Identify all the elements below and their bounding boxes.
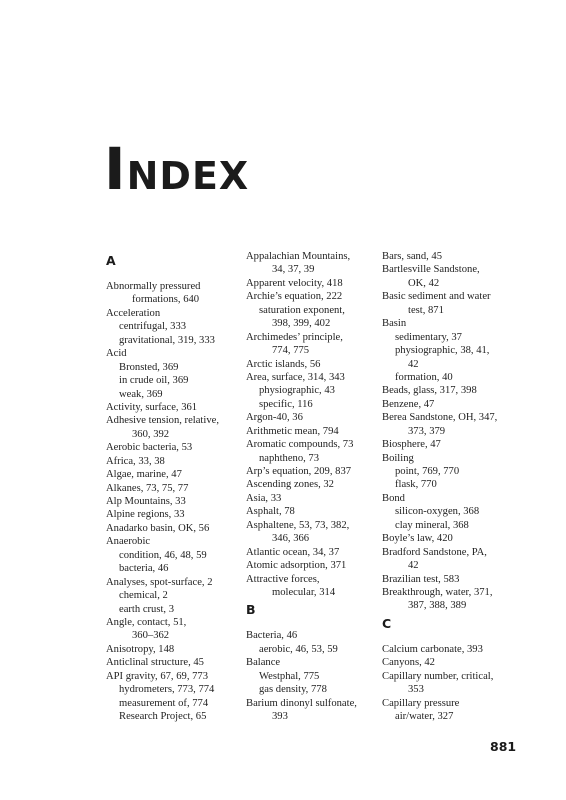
index-entry: Apparent velocity, 418: [246, 277, 343, 289]
index-entry: Africa, 33, 38: [106, 455, 165, 467]
index-continuation: 774, 775: [272, 345, 310, 357]
index-entry: Abnormally pressured: [106, 281, 201, 292]
index-entry: Calcium carbonate, 393: [382, 643, 483, 655]
index-entry: Bartlesville Sandstone,: [382, 264, 480, 276]
index-entry: Brazilian test, 583: [382, 573, 460, 585]
index-entry: Area, surface, 314, 343: [246, 371, 345, 383]
index-subentry: chemical, 2: [119, 590, 168, 602]
index-entry: Argon-40, 36: [246, 412, 303, 424]
index-entry: Asia, 33: [246, 492, 282, 504]
index-continuation: OK, 42: [408, 277, 440, 289]
index-subentry: physiographic, 38, 41,: [395, 345, 490, 357]
index-subentry: gravitational, 319, 333: [119, 334, 215, 346]
index-entry: Alkanes, 73, 75, 77: [106, 482, 189, 494]
index-entry: Biosphere, 47: [382, 439, 441, 451]
index-entry: Anisotropy, 148: [106, 643, 175, 655]
index-continuation: 393: [272, 711, 288, 722]
index-entry: Boiling: [382, 452, 414, 464]
index-entry: Archie’s equation, 222: [246, 291, 343, 303]
index-entry: Anaerobic: [106, 536, 151, 548]
section-letter: B: [246, 602, 256, 618]
index-entry: Anadarko basin, OK, 56: [106, 522, 210, 534]
index-entry: Benzene, 47: [382, 398, 435, 410]
index-entry: Arithmetic mean, 794: [246, 425, 339, 437]
index-subentry: Westphal, 775: [259, 670, 320, 682]
index-continuation: 34, 37, 39: [272, 264, 315, 276]
index-entry: Bars, sand, 45: [382, 251, 443, 262]
index-continuation: test, 871: [408, 304, 444, 316]
index-entry: Angle, contact, 51,: [106, 616, 187, 628]
index-entry: Basin: [382, 318, 407, 330]
index-entry: Analyses, spot-surface, 2: [106, 576, 213, 588]
index-continuation: formations, 640: [132, 294, 200, 306]
index-entry: Atlantic ocean, 34, 37: [246, 546, 340, 558]
index-subentry: Bronsted, 369: [119, 361, 179, 373]
index-subentry: sedimentary, 37: [395, 331, 462, 343]
index-subentry: in crude oil, 369: [119, 375, 189, 387]
index-subentry: earth crust, 3: [119, 603, 175, 615]
index-entry: Acid: [106, 348, 127, 360]
index-entry: Ascending zones, 32: [246, 479, 334, 491]
index-subentry: clay mineral, 368: [395, 519, 469, 531]
section-gap: [106, 272, 236, 280]
index-entry: Alp Mountains, 33: [106, 496, 186, 507]
index-entry: Capillary pressure: [382, 697, 460, 709]
index-entry: Bradford Sandstone, PA,: [382, 546, 487, 558]
index-entry: Bacteria, 46: [246, 630, 298, 642]
index-subentry: Research Project, 65: [119, 711, 207, 722]
index-entry: Breakthrough, water, 371,: [382, 586, 493, 598]
page-title: [104, 135, 250, 203]
index-continuation: molecular, 314: [272, 586, 336, 598]
page-number: 881: [490, 739, 517, 754]
index-entry: Attractive forces,: [246, 573, 320, 585]
index-subentry: gas density, 778: [259, 684, 327, 696]
index-subentry: bacteria, 46: [119, 563, 169, 575]
index-subentry: physiographic, 43: [259, 385, 335, 397]
index-entry: Acceleration: [106, 307, 161, 319]
section-letter: C: [382, 615, 392, 631]
index-subentry: air/water, 327: [395, 711, 454, 722]
index-continuation: 353: [408, 684, 424, 696]
title-initial: I: [104, 135, 127, 203]
index-continuation: 42: [408, 358, 419, 370]
index-entry: Algae, marine, 47: [106, 469, 182, 481]
index-entry: Basic sediment and water: [382, 291, 491, 303]
index-continuation: 346, 366: [272, 533, 310, 545]
section-letter: A: [106, 253, 116, 268]
index-entry: Arp’s equation, 209, 837: [246, 466, 352, 477]
index-entry: Activity, surface, 361: [106, 401, 198, 413]
index-entry: Asphalt, 78: [246, 506, 295, 518]
index-subentry: centrifugal, 333: [119, 321, 187, 333]
index-continuation: 360, 392: [132, 428, 170, 440]
index-entry: Beads, glass, 317, 398: [382, 385, 477, 397]
index-continuation: 387, 388, 389: [408, 600, 467, 612]
index-entry: Archimedes’ principle,: [246, 331, 343, 343]
section-gap: [246, 621, 374, 629]
index-entry: Balance: [246, 657, 281, 669]
index-subentry: specific, 116: [259, 398, 313, 410]
index-entry: Berea Sandstone, OH, 347,: [382, 412, 498, 424]
index-continuation: 398, 399, 402: [272, 318, 331, 330]
index-subentry: hydrometers, 773, 774: [119, 684, 215, 696]
index-entry: Boyle’s law, 420: [382, 533, 453, 545]
index-continuation: 373, 379: [408, 425, 446, 437]
index-subentry: aerobic, 46, 53, 59: [259, 643, 338, 655]
index-entry: Asphaltene, 53, 73, 382,: [246, 519, 350, 531]
index-column-3: [382, 250, 507, 723]
section-gap: [382, 635, 507, 643]
index-entry: Arctic islands, 56: [246, 358, 321, 370]
index-entry: Aromatic compounds, 73: [246, 439, 354, 451]
index-subentry: saturation exponent,: [259, 304, 345, 316]
index-subentry: weak, 369: [119, 388, 163, 400]
index-entry: Alpine regions, 33: [106, 509, 185, 521]
index-continuation: 360–362: [132, 630, 170, 642]
index-entry: Barium dinonyl sulfonate,: [246, 697, 357, 709]
index-entry: Capillary number, critical,: [382, 670, 494, 682]
index-entry: Canyons, 42: [382, 657, 435, 669]
index-column-1: [106, 250, 236, 723]
index-subentry: measurement of, 774: [119, 697, 209, 709]
index-entry: Appalachian Mountains,: [246, 251, 351, 262]
index-subentry: flask, 770: [395, 479, 437, 491]
index-subentry: naphtheno, 73: [259, 452, 320, 464]
title-rest: NDEX: [126, 154, 250, 198]
index-entry: Atomic adsorption, 371: [246, 560, 347, 572]
index-entry: Adhesive tension, relative,: [106, 415, 219, 427]
index-column-2: [246, 250, 374, 723]
index-entry: Anticlinal structure, 45: [106, 657, 204, 669]
index-entry: API gravity, 67, 69, 773: [106, 670, 209, 682]
index-subentry: silicon-oxygen, 368: [395, 506, 480, 518]
index-subentry: formation, 40: [395, 371, 453, 383]
index-continuation: 42: [408, 560, 419, 572]
index-subentry: point, 769, 770: [395, 466, 460, 477]
index-subentry: condition, 46, 48, 59: [119, 549, 207, 561]
index-entry: Aerobic bacteria, 53: [106, 442, 193, 454]
index-entry: Bond: [382, 492, 405, 504]
